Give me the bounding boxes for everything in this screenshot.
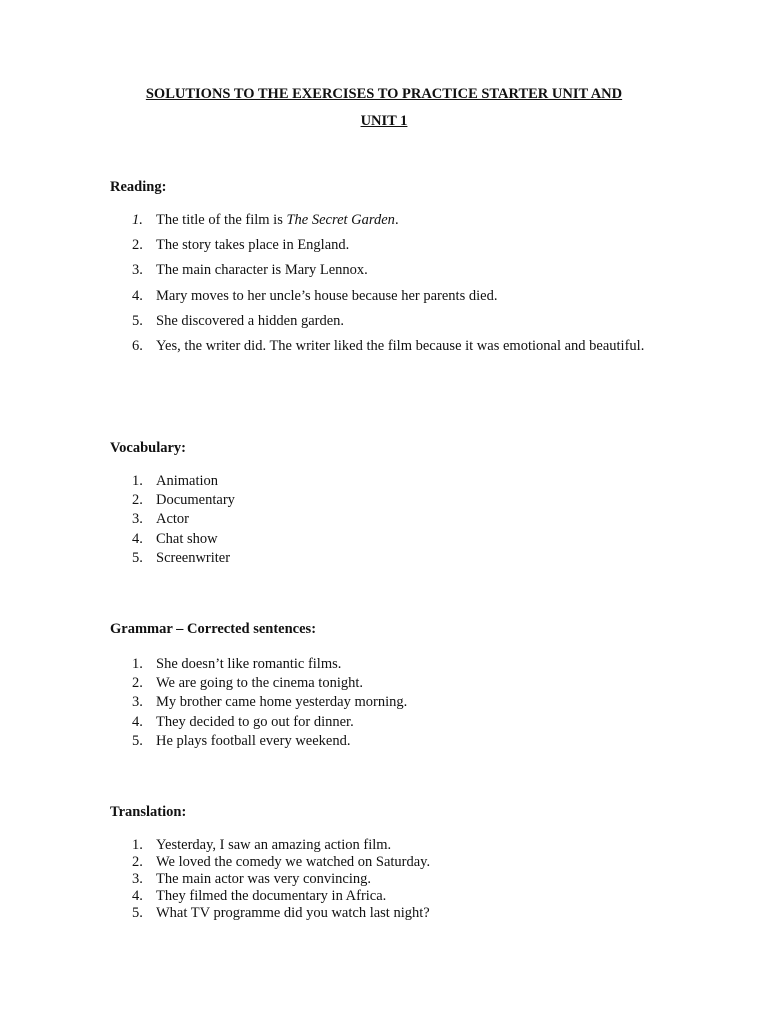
list-item xyxy=(110,674,658,693)
item-number: 5. xyxy=(132,549,143,566)
list-item xyxy=(110,233,658,258)
item-number: 4. xyxy=(132,530,143,547)
item-number: 3. xyxy=(132,262,143,279)
item-text: My brother came home yesterday morning. xyxy=(156,694,408,711)
item-text: The title of the film is xyxy=(156,212,287,228)
item-number: 1. xyxy=(132,212,143,228)
list-item xyxy=(110,208,658,233)
list-item xyxy=(110,491,658,510)
item-number: 3. xyxy=(132,694,143,711)
item-number: 4. xyxy=(132,713,143,730)
list-item xyxy=(110,510,658,529)
item-text: What TV programme did you watch last night? xyxy=(156,905,430,921)
item-number: 4. xyxy=(132,888,143,904)
item-number: 1. xyxy=(132,656,143,672)
list-item xyxy=(110,334,658,359)
item-text: She discovered a hidden garden. xyxy=(156,312,345,329)
list-item xyxy=(110,655,658,674)
list-item xyxy=(110,472,658,491)
item-text: The main character is Mary Lennox. xyxy=(156,262,368,279)
item-text: We loved the comedy we watched on Saturday. xyxy=(156,854,431,870)
item-text-end: . xyxy=(394,212,399,228)
item-number: 1. xyxy=(132,837,143,853)
item-number: 2. xyxy=(132,675,143,692)
grammar-list xyxy=(110,655,658,751)
item-number: 2. xyxy=(132,237,143,254)
item-text: We are going to the cinema tonight. xyxy=(156,675,364,692)
item-number: 1. xyxy=(132,473,143,489)
list-item xyxy=(110,530,658,549)
list-item xyxy=(110,854,658,871)
item-number: 3. xyxy=(132,871,143,887)
item-text: They decided to go out for dinner. xyxy=(156,713,354,730)
vocabulary-heading: Vocabulary: xyxy=(110,440,186,456)
item-text: Yes, the writer did. The writer liked the film because it was emotional and beautiful. xyxy=(156,338,645,355)
item-text: The main actor was very convincing. xyxy=(156,871,372,887)
item-number: 2. xyxy=(132,854,143,870)
item-number: 5. xyxy=(132,312,143,329)
list-item xyxy=(110,284,658,309)
list-item xyxy=(110,732,658,751)
item-number: 4. xyxy=(132,287,143,304)
document-title-line-1: SOLUTIONS TO THE EXERCISES TO PRACTICE STARTER UNIT AND xyxy=(145,86,623,102)
item-text: Animation xyxy=(156,473,219,489)
translation-list xyxy=(110,837,658,922)
list-item xyxy=(110,888,658,905)
list-item xyxy=(110,549,658,568)
film-title: The Secret Garden xyxy=(286,212,395,228)
vocabulary-list xyxy=(110,472,658,568)
list-item xyxy=(110,309,658,334)
item-number: 3. xyxy=(132,511,143,528)
item-number: 6. xyxy=(132,338,143,355)
item-number: 5. xyxy=(132,732,143,749)
translation-heading: Translation: xyxy=(110,804,187,820)
item-text: They filmed the documentary in Africa. xyxy=(156,888,387,904)
grammar-heading: Grammar – Corrected sentences: xyxy=(110,621,317,637)
item-text: Mary moves to her uncle’s house because her parents died. xyxy=(156,287,498,304)
list-item xyxy=(110,871,658,888)
list-item xyxy=(110,905,658,922)
item-text: Screenwriter xyxy=(156,549,231,566)
list-item xyxy=(110,693,658,712)
item-text: He plays football every weekend. xyxy=(156,732,351,749)
list-item xyxy=(110,837,658,854)
list-item xyxy=(110,713,658,732)
item-number: 2. xyxy=(132,492,143,509)
document-title-line-2: UNIT 1 xyxy=(360,113,408,129)
reading-heading: Reading: xyxy=(110,179,167,195)
item-text: Yesterday, I saw an amazing action film. xyxy=(156,837,392,853)
item-number: 5. xyxy=(132,905,143,921)
item-text: The story takes place in England. xyxy=(156,237,350,254)
item-text: Documentary xyxy=(156,492,235,509)
reading-list xyxy=(110,208,658,359)
item-text: She doesn’t like romantic films. xyxy=(156,656,342,672)
list-item xyxy=(110,258,658,283)
item-text: Chat show xyxy=(156,530,218,547)
item-text: Actor xyxy=(156,511,190,528)
